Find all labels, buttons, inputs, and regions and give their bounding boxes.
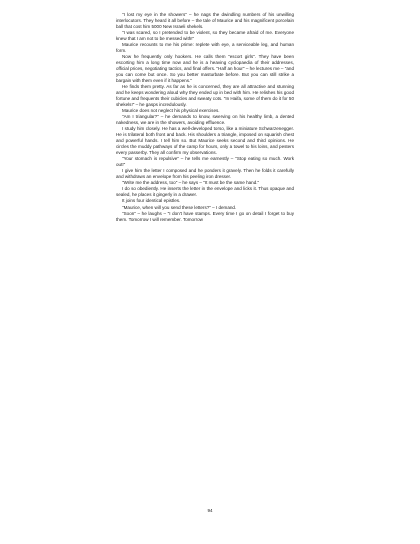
paragraph: It joins four identical epistles. bbox=[122, 198, 181, 204]
paragraph: Maurice does not neglect his physical exercises. bbox=[122, 108, 220, 114]
paragraph: He finds them pretty. As far as he is concerned, they are all attractive and stunning and he keeps wondering aloud why they ended up in bed with him. He relishes his good fortune and frequents their cubicles and sweaty cots. "In Haifa, some of them do it for 50 shekels!" – he gasps incredulously. bbox=[116, 84, 294, 108]
paragraph: Maurice recounts to me his prime: replete with eye, a serviceable leg, and human form. bbox=[116, 42, 294, 54]
paragraph: Now he frequently only hookers. He calls them "escort girls". They have been escorting him a long time now and he is a heaving cyclopaedia of their addresses, official prices, negotiating tactics, and final offers. "Half an hour" – he lectures me – "and you can come but once. So you better masturbate before. But you can still strike a bargain with them even if it happens." bbox=[116, 54, 294, 84]
paragraph: "Maurice, when will you send these letters?" – I demand. bbox=[122, 204, 237, 210]
body-text bbox=[116, 12, 294, 223]
paragraph: I do so obediently. He inserts the letter in the envelope and licks it. Thus opaque and sealed, he places it gingerly in a drawer. bbox=[116, 186, 294, 198]
paragraph: I give him the letter I composed and he ponders it gravely. Then he folds it carefully and withdraws an envelope from his peeling iron dresser. bbox=[116, 168, 294, 180]
paragraph: "Your stomach is repulsive" – he tells me earnestly – "Stop eating so much. Work out!" bbox=[116, 156, 294, 168]
paragraph: "I lost my eye in the showers" – he nags the dwindling numbers of his unwilling interlocutors. They heard it all before – the tale of Maurice and his magnificent porcelain ball that cost him 5000 New Israeli shekels. bbox=[116, 12, 294, 30]
paragraph: "Am I triangular?" – he demands to know, swerving on his healthy limb, a dented nakedness, we are in the showers, avoiding effluence. bbox=[116, 114, 294, 126]
paragraph: "Write me the address, too" – he says – "It must be the same hand." bbox=[122, 180, 260, 186]
paragraph: I study him closely. He has a well-developed torso, like a miniature Schwarzenegger. He is trilateral both front and back. His shoulders a triangle, imposed on squarish chest and powerful hands. I tell him so. But Maurice seeks second and third opinions. He circles the muddy pathways of the camp for hours, only a towel to his loins, and pesters every passerby. They all confirm my observations. bbox=[116, 126, 294, 156]
paragraph: "Soon" – he laughs – "I don't have stamps. Every time I go on detail I forget to buy them. Tomorrow I will remember. Tomorrow bbox=[116, 210, 294, 222]
page-number: 94 bbox=[207, 508, 213, 513]
paragraph: "I was scared, so I pretended to be violent, so they became afraid of me. Everyone knew that I am not to be messed with!" bbox=[116, 30, 294, 42]
